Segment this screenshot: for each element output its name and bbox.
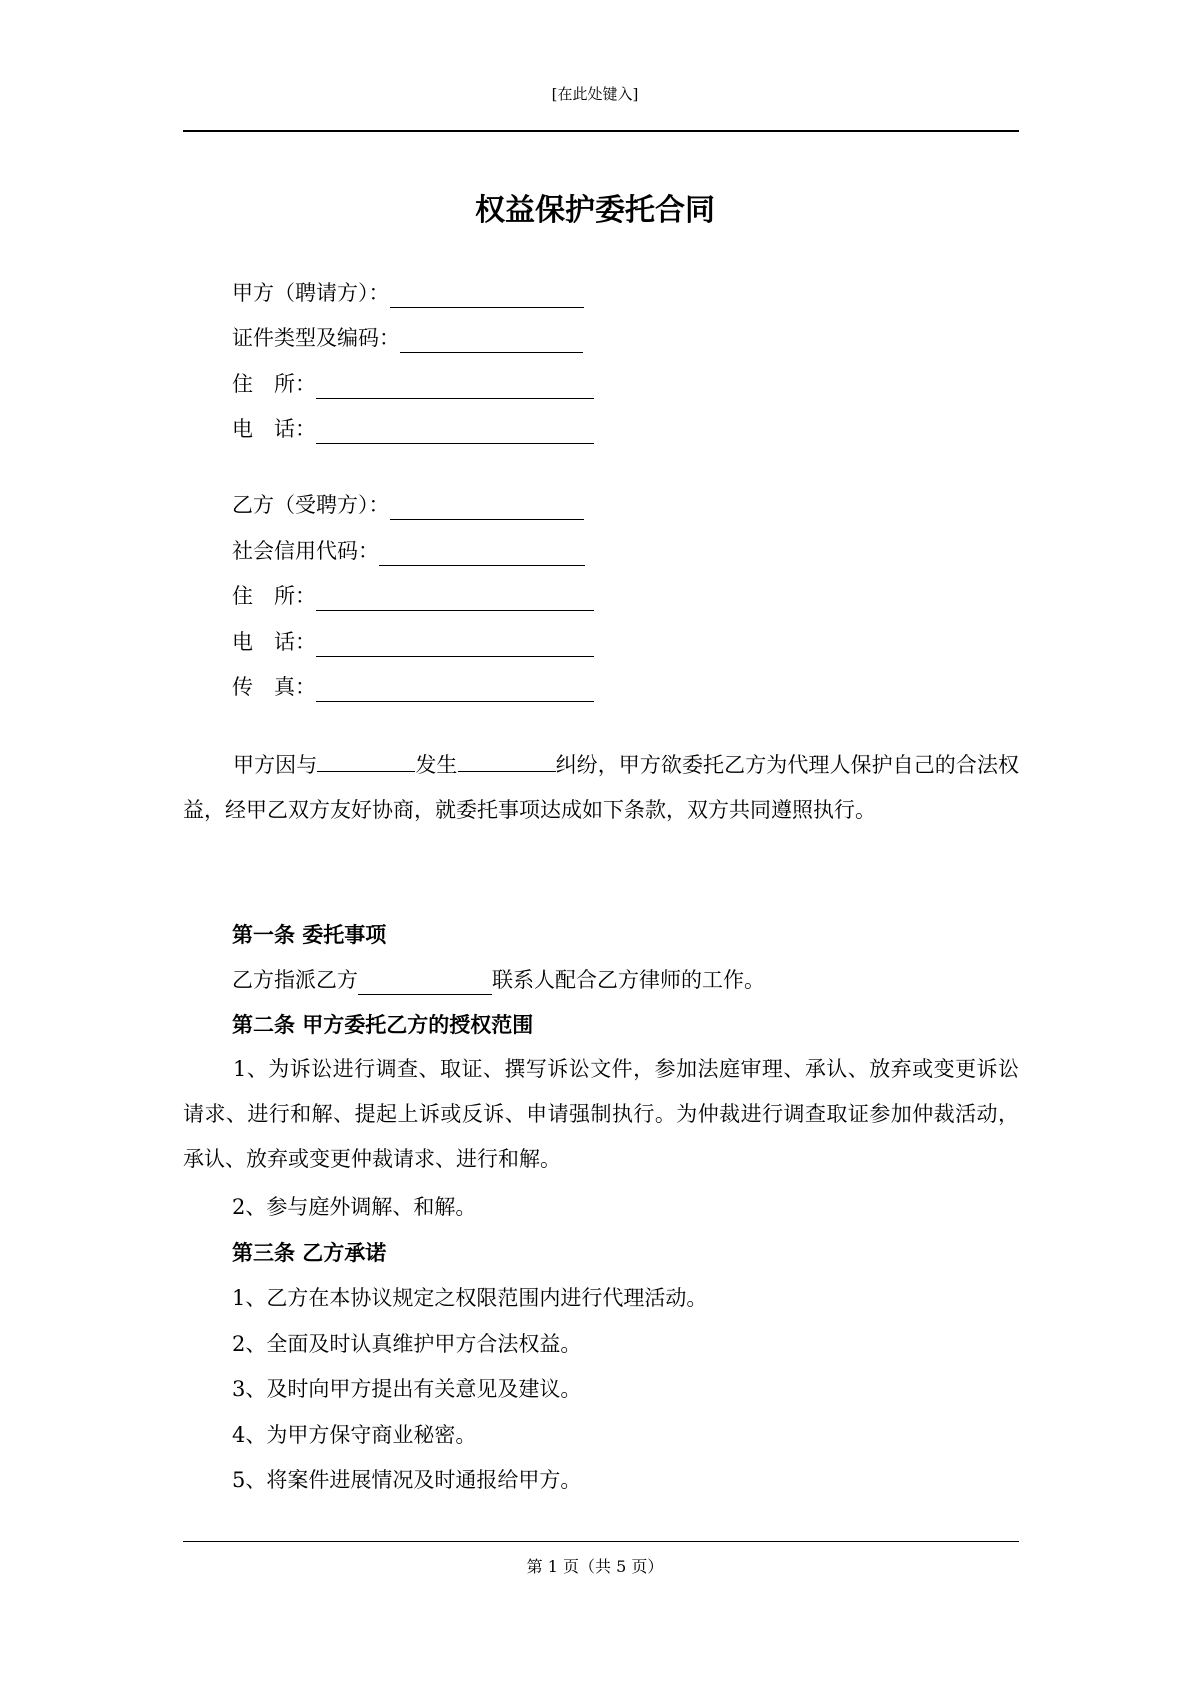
party-a-id-row	[232, 323, 583, 353]
intro-counterparty-blank[interactable]	[317, 747, 415, 772]
party-b-name-blank[interactable]	[390, 495, 584, 520]
party-b-address-row	[232, 581, 594, 611]
party-a-address-row	[232, 369, 594, 399]
party-a-name-row	[232, 278, 584, 308]
intro-text-part3: 纠纷，甲方欲委托乙方为代理人保护自己的合法权益，经甲乙双方友好协商，就委托事项达成如下条款，双方共同遵照执行。	[183, 753, 1020, 822]
party-a-name-blank[interactable]	[390, 283, 584, 308]
party-b-phone-label: 电 话：	[232, 630, 316, 654]
party-b-address-label: 住 所：	[232, 584, 316, 608]
article1-text-part1: 乙方指派乙方	[232, 968, 358, 992]
intro-text-part1: 甲方因与	[233, 753, 318, 777]
party-b-name-row	[232, 490, 584, 520]
article3-item: 5、将案件进展情况及时通报给甲方。	[232, 1468, 582, 1492]
party-a-address-label: 住 所：	[232, 372, 316, 396]
article3-item: 4、为甲方保守商业秘密。	[232, 1423, 477, 1447]
party-b-address-blank[interactable]	[316, 586, 594, 611]
party-a-phone-blank[interactable]	[316, 419, 594, 444]
party-b-fax-label: 传 真：	[232, 675, 316, 699]
party-b-name-label: 乙方（受聘方）：	[232, 493, 390, 517]
article2-heading: 第二条 甲方委托乙方的授权范围	[232, 1013, 534, 1037]
party-a-id-label: 证件类型及编码：	[232, 326, 400, 350]
party-b-fax-row	[232, 672, 594, 702]
article3-item: 1、乙方在本协议规定之权限范围内进行代理活动。	[232, 1286, 708, 1310]
page-header: [在此处键入]	[551, 85, 639, 103]
article1-contact-blank[interactable]	[358, 970, 492, 995]
article1-text-part2: 联系人配合乙方律师的工作。	[492, 968, 765, 992]
party-b-phone-blank[interactable]	[316, 632, 594, 657]
intro-dispute-blank[interactable]	[458, 747, 556, 772]
party-b-phone-row	[232, 627, 594, 657]
article3-item: 2、全面及时认真维护甲方合法权益。	[232, 1332, 582, 1356]
article2-item1: 1、为诉讼进行调查、取证、撰写诉讼文件，参加法庭审理、承认、放弃或变更诉讼请求、进行和解、提起上诉或反诉、申请强制执行。为仲裁进行调查取证参加仲裁活动，承认、放弃或变更仲裁请求、进行和解。	[183, 1057, 1019, 1171]
party-b-credit-blank[interactable]	[379, 541, 585, 566]
intro-text-part2: 发生	[415, 753, 458, 777]
header-divider	[183, 130, 1019, 132]
party-b-credit-row	[232, 536, 585, 566]
party-a-name-label: 甲方（聘请方）：	[232, 281, 390, 305]
article3-heading: 第三条 乙方承诺	[232, 1241, 387, 1265]
article1-text	[232, 965, 765, 995]
article2-item2: 2、参与庭外调解、和解。	[232, 1195, 477, 1219]
footer-divider	[183, 1541, 1019, 1542]
party-a-phone-row	[232, 414, 594, 444]
document-title: 权益保护委托合同	[475, 193, 715, 228]
party-b-credit-label: 社会信用代码：	[232, 539, 379, 563]
party-a-address-blank[interactable]	[316, 374, 594, 399]
party-a-phone-label: 电 话：	[232, 417, 316, 441]
article1-heading: 第一条 委托事项	[232, 923, 387, 947]
page-footer: 第 1 页（共 5 页）	[526, 1557, 664, 1576]
party-a-id-blank[interactable]	[400, 328, 583, 353]
intro-paragraph	[183, 743, 1019, 833]
party-b-fax-blank[interactable]	[316, 677, 594, 702]
article3-item: 3、及时向甲方提出有关意见及建议。	[232, 1377, 582, 1401]
